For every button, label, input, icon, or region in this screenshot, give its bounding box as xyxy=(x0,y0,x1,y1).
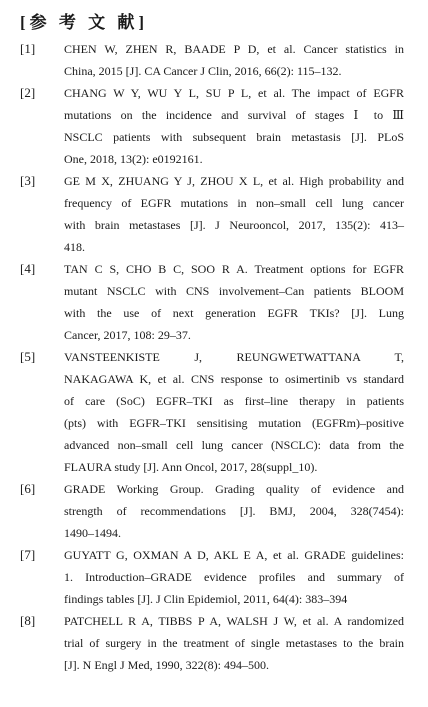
reference-number: [1] xyxy=(20,41,36,56)
reference-line: GUYATT G, OXMAN A D, AKL E A, et al. GRADE guidelines: xyxy=(64,548,404,562)
reference-item xyxy=(20,82,404,170)
reference-line: GRADE Working Group. Grading quality of evidence and xyxy=(64,482,404,496)
reference-line: NSCLC patients with subsequent brain metastasis [J]. PLoS xyxy=(64,130,404,144)
reference-text xyxy=(64,38,404,82)
reference-item xyxy=(20,478,404,544)
reference-number: [7] xyxy=(20,547,36,562)
reference-item xyxy=(20,544,404,610)
reference-line: with the use of next generation EGFR TKIs? [J]. Lung xyxy=(64,306,404,320)
reference-line: 1. Introduction–GRADE evidence profiles and summary of xyxy=(64,570,404,584)
reference-item xyxy=(20,610,404,676)
reference-list xyxy=(20,38,404,676)
reference-item xyxy=(20,170,404,258)
reference-line: One, 2018, 13(2): e0192161. xyxy=(64,152,203,166)
reference-number: [4] xyxy=(20,261,36,276)
reference-number: [8] xyxy=(20,613,36,628)
references-heading: [参 考 文 献] xyxy=(20,13,149,32)
reference-line: (pts) with EGFR–TKI sensitising mutation (EGFRm)–positive xyxy=(64,416,404,430)
reference-number: [2] xyxy=(20,85,36,100)
reference-line: mutant NSCLC with CNS involvement–Can patients BLOOM xyxy=(64,284,404,298)
reference-line: strength of recommendations [J]. BMJ, 2004, 328(7454): xyxy=(64,504,404,518)
reference-line: PATCHELL R A, TIBBS P A, WALSH J W, et al. A randomized xyxy=(64,614,404,628)
reference-line: frequency of EGFR mutations in non–small cell lung cancer xyxy=(64,196,404,210)
reference-line: of care (SoC) EGFR–TKI as first–line therapy in patients xyxy=(64,394,404,408)
reference-item xyxy=(20,38,404,82)
reference-line: [J]. N Engl J Med, 1990, 322(8): 494–500. xyxy=(64,658,269,672)
reference-number: [3] xyxy=(20,173,36,188)
reference-line: with brain metastases [J]. J Neurooncol, 2017, 135(2): 413– xyxy=(64,218,404,232)
reference-text xyxy=(64,258,404,346)
reference-line: FLAURA study [J]. Ann Oncol, 2017, 28(suppl_10). xyxy=(64,460,318,474)
reference-number: [5] xyxy=(20,349,36,364)
reference-text xyxy=(64,478,404,544)
reference-line: CHEN W, ZHEN R, BAADE P D, et al. Cancer statistics in xyxy=(64,42,404,56)
reference-line: VANSTEENKISTE J, REUNGWETWATTANA T, xyxy=(64,350,404,364)
reference-line: findings tables [J]. J Clin Epidemiol, 2011, 64(4): 383–394 xyxy=(64,592,348,606)
reference-text xyxy=(64,346,404,478)
reference-text xyxy=(64,610,404,676)
reference-line: NAKAGAWA K, et al. CNS response to osimertinib vs standard xyxy=(64,372,404,386)
reference-line: GE M X, ZHUANG Y J, ZHOU X L, et al. High probability and xyxy=(64,174,404,188)
reference-text xyxy=(64,170,404,258)
reference-line: 1490–1494. xyxy=(64,526,121,540)
reference-line: trial of surgery in the treatment of single metastases to the brain xyxy=(64,636,404,650)
reference-line: Cancer, 2017, 108: 29–37. xyxy=(64,328,191,342)
reference-line: advanced non–small cell lung cancer (NSCLC): data from the xyxy=(64,438,404,452)
reference-item xyxy=(20,346,404,478)
reference-line: mutations on the incidence and survival of stages Ⅰ to Ⅲ xyxy=(64,108,404,122)
reference-item xyxy=(20,258,404,346)
reference-line: CHANG W Y, WU Y L, SU P L, et al. The impact of EGFR xyxy=(64,86,404,100)
reference-number: [6] xyxy=(20,481,36,496)
reference-text xyxy=(64,82,404,170)
reference-line: 418. xyxy=(64,240,85,254)
reference-text xyxy=(64,544,404,610)
reference-line: TAN C S, CHO B C, SOO R A. Treatment options for EGFR xyxy=(64,262,404,276)
reference-line: China, 2015 [J]. CA Cancer J Clin, 2016, 66(2): 115–132. xyxy=(64,64,342,78)
